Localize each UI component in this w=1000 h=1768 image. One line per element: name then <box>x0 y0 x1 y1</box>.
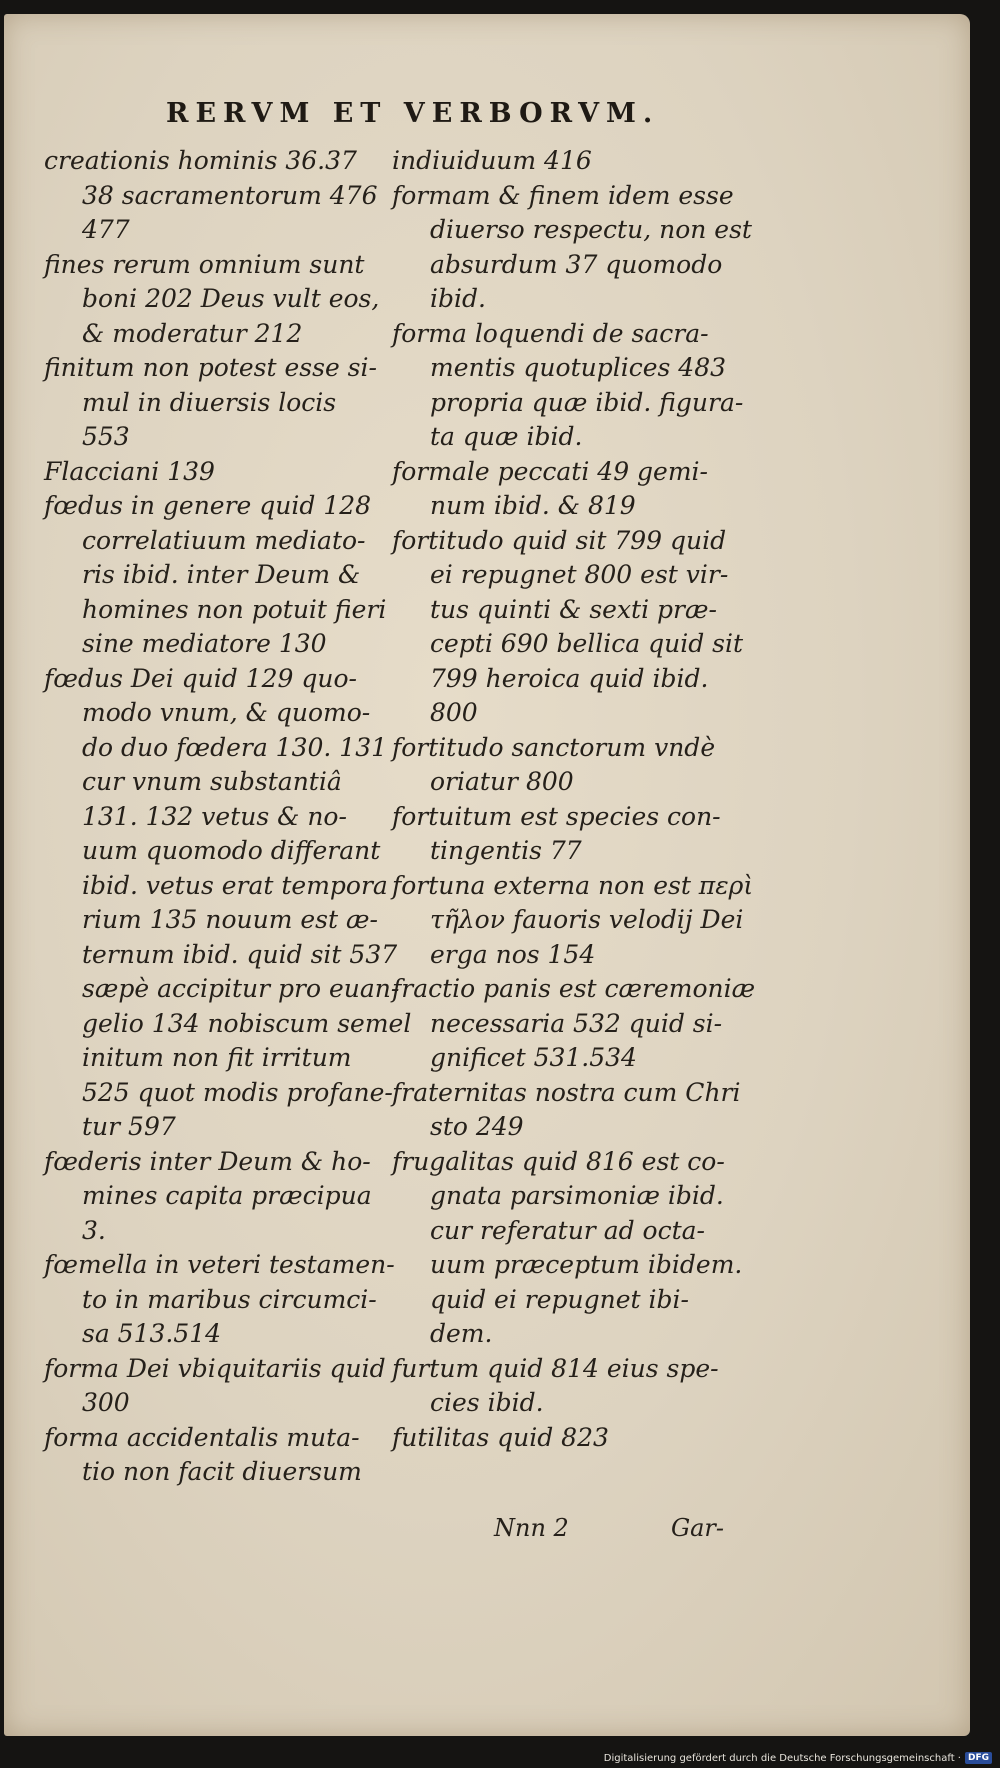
index-line: ibid. vetus erat tempora <box>82 870 388 900</box>
index-line: fractio panis est cæremoniæ <box>392 974 756 1003</box>
index-line: indiuiduum 416 <box>392 146 592 175</box>
book-page <box>4 14 970 1736</box>
index-line: to in maribus circumci- <box>82 1284 377 1314</box>
index-line: furtum quid 814 eius spe- <box>392 1353 719 1383</box>
index-line: 477 <box>82 215 130 244</box>
index-entry <box>392 1145 743 1352</box>
index-line: dem. <box>430 1319 493 1348</box>
index-line: ibid. <box>430 284 486 313</box>
index-line: uum quomodo differant <box>82 836 381 865</box>
index-line: ei repugnet 800 est vir- <box>430 560 729 589</box>
index-entry <box>44 1248 395 1352</box>
index-line: 38 sacramentorum 476 <box>82 180 378 210</box>
index-line: num ibid. & 819 <box>430 491 636 520</box>
index-line: 800 <box>430 698 478 727</box>
index-entry <box>392 972 756 1076</box>
index-line: homines non potuit fieri <box>82 594 387 624</box>
index-line: cepti 690 bellica quid sit <box>430 629 744 658</box>
digitization-credit <box>604 1752 992 1764</box>
index-entry <box>44 144 378 248</box>
index-line: oriatur 800 <box>430 767 574 796</box>
index-line: formale peccati 49 gemi- <box>392 456 709 486</box>
index-line: cies ibid. <box>430 1388 544 1417</box>
index-line: 553 <box>82 422 130 451</box>
index-line: necessaria 532 quid si- <box>430 1008 723 1038</box>
page-footer <box>494 1514 724 1542</box>
index-line: forma Dei vbiquitariis quid <box>44 1353 386 1383</box>
index-entry <box>392 144 714 179</box>
index-line: sæpè accipitur pro euan- <box>82 974 400 1003</box>
index-line: gelio 134 nobiscum semel <box>82 1008 412 1038</box>
index-entry <box>392 731 714 800</box>
index-line: τῆλον fauoris velodij Dei <box>430 905 744 934</box>
index-line: 131. 132 vetus & no- <box>82 801 347 831</box>
index-line: diuerso respectu, non est <box>430 215 752 244</box>
index-line: futilitas quid 823 <box>392 1422 609 1452</box>
index-line: finitum non potest esse si- <box>44 353 377 382</box>
index-line: tur 597 <box>82 1112 176 1141</box>
index-column-left <box>44 144 412 1490</box>
index-line: cur vnum substantiâ <box>82 767 342 796</box>
index-entry <box>392 179 752 317</box>
index-entry <box>44 1145 374 1249</box>
index-line: gnificet 531.534 <box>430 1043 637 1072</box>
index-entry <box>44 1421 374 1490</box>
index-entry <box>44 455 374 490</box>
index-entry <box>392 524 744 731</box>
catchword: Gar- <box>670 1514 724 1542</box>
index-line: 300 <box>82 1388 130 1417</box>
index-line: creationis hominis 36.37 <box>44 146 357 175</box>
index-line: formam & finem idem esse <box>392 180 734 210</box>
index-line: ris ibid. inter Deum & <box>82 560 361 589</box>
index-entry <box>44 1352 386 1421</box>
index-line: do duo fœdera 130. 131 <box>82 732 388 762</box>
signature-mark: Nnn 2 <box>494 1514 569 1542</box>
index-line: uum præceptum ibidem. <box>430 1250 743 1279</box>
index-line: propria quæ ibid. figura- <box>430 387 744 417</box>
index-line: modo vnum, & quomo- <box>82 698 371 727</box>
index-line: mul in diuersis locis <box>82 387 337 417</box>
index-entry <box>392 1421 714 1456</box>
index-line: fortitudo quid sit 799 quid <box>392 525 727 555</box>
index-entry <box>392 1076 741 1145</box>
index-line: fortuitum est species con- <box>392 801 721 831</box>
index-entry <box>44 351 377 455</box>
index-entry <box>44 662 412 1145</box>
index-line: ta quæ ibid. <box>430 422 583 451</box>
index-line: fraternitas nostra cum Chri <box>392 1077 741 1107</box>
index-entry <box>392 317 744 455</box>
index-entry <box>392 800 721 869</box>
index-entry <box>44 248 380 352</box>
index-line: sto 249 <box>430 1112 524 1141</box>
index-line: forma accidentalis muta- <box>44 1422 360 1452</box>
index-line: fines rerum omnium sunt <box>44 249 365 279</box>
index-line: gnata parsimoniæ ibid. <box>430 1181 724 1210</box>
running-header: RERVM ET VERBORVM. <box>166 98 660 129</box>
index-line: boni 202 Deus vult eos, <box>82 284 380 313</box>
index-line: tingentis 77 <box>430 836 582 865</box>
index-line: 799 heroica quid ibid. <box>430 663 709 693</box>
index-line: sa 513.514 <box>82 1319 222 1348</box>
index-entry <box>392 1352 719 1421</box>
index-line: rium 135 nouum est æ- <box>82 905 378 934</box>
index-line: quid ei repugnet ibi- <box>430 1284 689 1314</box>
index-line: initum non fit irritum <box>82 1043 352 1072</box>
index-line: Flacciani 139 <box>44 456 215 486</box>
index-line: sine mediatore 130 <box>82 629 327 658</box>
index-line: fortuna externa non est περὶ <box>392 870 754 900</box>
index-entry <box>392 869 754 973</box>
index-line: fortitudo sanctorum vndè <box>392 732 716 762</box>
index-line: tus quinti & sexti præ- <box>430 594 717 624</box>
index-entry <box>44 489 387 662</box>
index-line: 3. <box>82 1215 106 1245</box>
index-line: absurdum 37 quomodo <box>430 249 723 279</box>
index-line: ternum ibid. quid sit 537 <box>82 939 398 969</box>
index-line: frugalitas quid 816 est co- <box>392 1146 725 1176</box>
credit-text: Digitalisierung gefördert durch die Deutsche Forschungsgemeinschaft · <box>603 1752 961 1764</box>
index-entry <box>392 455 714 524</box>
index-column-right <box>392 144 756 1455</box>
index-line: tio non facit diuersum <box>82 1457 362 1486</box>
index-line: mentis quotuplices 483 <box>430 353 727 382</box>
index-line: fœmella in veteri testamen- <box>44 1250 395 1279</box>
index-line: 525 quot modis profane- <box>82 1077 393 1107</box>
index-line: cur referatur ad octa- <box>430 1215 705 1245</box>
index-line: forma loquendi de sacra- <box>392 318 709 348</box>
index-line: fœdus in genere quid 128 <box>44 491 372 520</box>
index-line: erga nos 154 <box>430 939 596 969</box>
index-line: correlatiuum mediato- <box>82 525 366 555</box>
dfg-logo-icon: DFG <box>965 1752 992 1764</box>
index-line: mines capita præcipua <box>82 1181 372 1210</box>
index-line: fœderis inter Deum & ho- <box>44 1146 371 1176</box>
index-line: & moderatur 212 <box>82 318 303 348</box>
index-line: fœdus Dei quid 129 quo- <box>44 663 357 693</box>
